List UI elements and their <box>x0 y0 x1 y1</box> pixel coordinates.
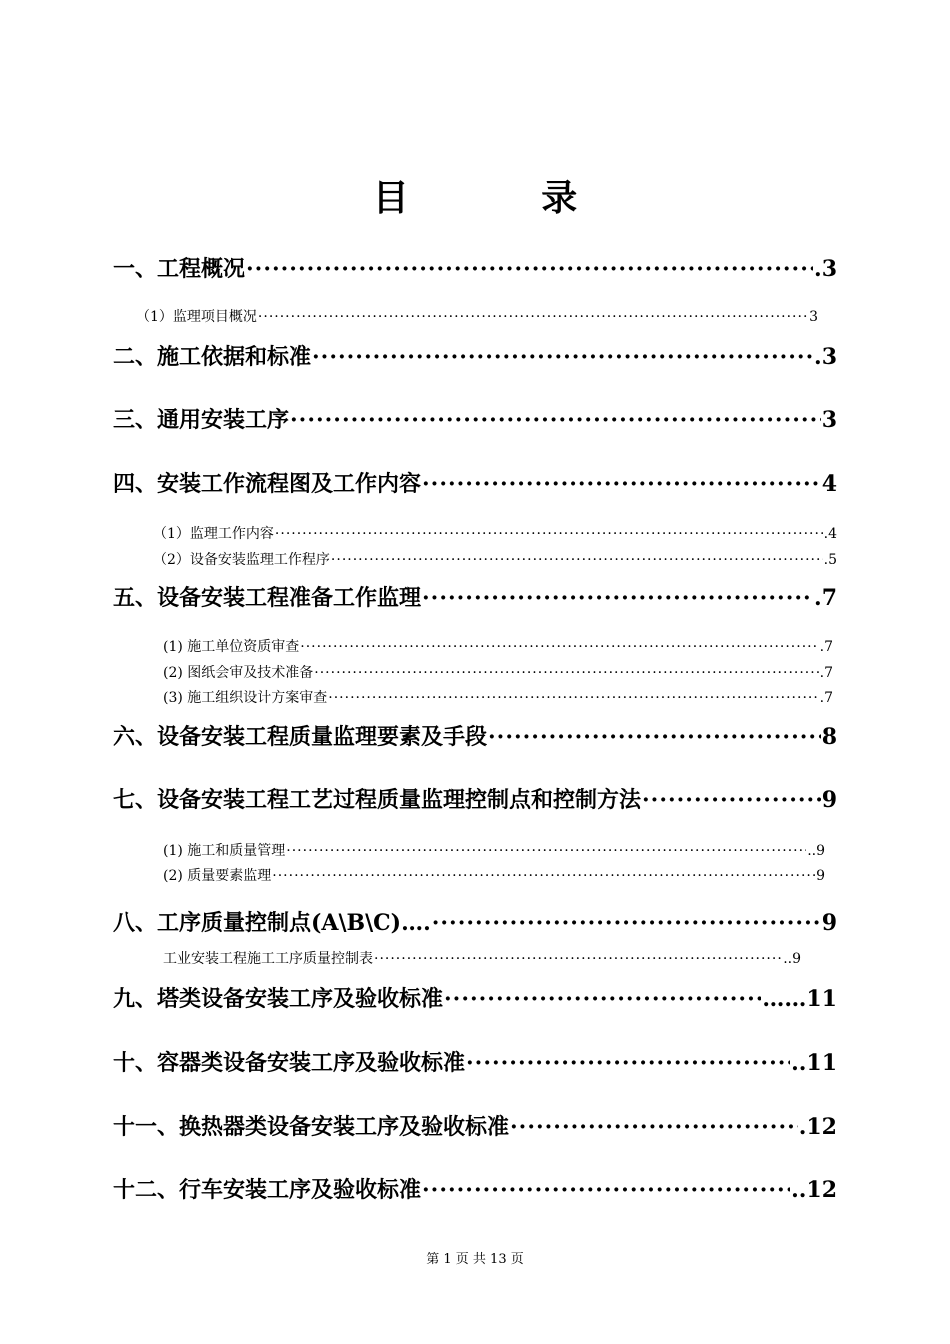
toc-entry-7-1[interactable] <box>163 840 825 860</box>
toc-leader <box>258 309 808 325</box>
toc-entry-9[interactable] <box>113 982 837 1013</box>
toc-entry-11[interactable] <box>113 1110 837 1141</box>
toc-entry-10[interactable] <box>113 1046 837 1077</box>
toc-entry-4-2[interactable] <box>153 549 837 569</box>
toc-label: 五、设备安装工程准备工作监理 <box>113 585 422 611</box>
toc-page: 8 <box>821 724 837 750</box>
toc-leader <box>286 843 806 859</box>
toc-label: 七、设备安装工程工艺过程质量监理控制点和控制方法 <box>113 787 642 813</box>
toc-entry-5-3[interactable] <box>163 687 833 707</box>
toc-label: (1) 施工单位资质审查 <box>163 639 300 655</box>
toc-page: ……11 <box>762 986 837 1012</box>
toc-label: 十二、行车安装工序及验收标准 <box>113 1177 422 1203</box>
toc-label: 四、安装工作流程图及工作内容 <box>113 471 422 497</box>
toc-title: 目 录 <box>372 177 638 219</box>
toc-page: .7 <box>814 585 837 611</box>
toc-label: 六、设备安装工程质量监理要素及手段 <box>113 724 488 750</box>
toc-leader <box>246 256 813 282</box>
toc-leader <box>488 724 821 750</box>
toc-page: .7 <box>819 639 833 655</box>
toc-page: .12 <box>798 1114 837 1140</box>
toc-entry-7-2[interactable] <box>163 865 825 885</box>
toc-leader <box>422 1177 790 1203</box>
toc-page: ..9 <box>807 843 825 859</box>
toc-label: 八、工序质量控制点(A\B\C)…. <box>113 910 431 936</box>
toc-label: (1) 施工和质量管理 <box>163 843 286 859</box>
toc-label: （1）监理项目概况 <box>136 309 257 325</box>
toc-label: （2）设备安装监理工作程序 <box>153 552 330 568</box>
toc-page: 9 <box>821 787 837 813</box>
toc-page: .7 <box>819 665 833 681</box>
toc-page: ..11 <box>791 1050 837 1076</box>
toc-label: 二、施工依据和标准 <box>113 344 312 370</box>
toc-leader <box>374 951 782 967</box>
toc-page: .3 <box>814 344 837 370</box>
toc-label: (2) 图纸会审及技术准备 <box>163 665 314 681</box>
toc-entry-8-1[interactable] <box>163 948 801 968</box>
toc-page: 9 <box>816 868 825 884</box>
toc-entry-7[interactable] <box>113 783 837 814</box>
toc-leader <box>642 787 821 813</box>
toc-page: 3 <box>821 407 837 433</box>
toc-leader <box>328 690 818 706</box>
toc-leader <box>444 986 761 1012</box>
toc-leader <box>290 407 821 433</box>
toc-label: (3) 施工组织设计方案审查 <box>163 690 328 706</box>
toc-entry-5[interactable] <box>113 581 837 612</box>
toc-entry-1-1[interactable] <box>136 306 818 326</box>
toc-page: ..12 <box>791 1177 837 1203</box>
toc-entry-4-1[interactable] <box>153 523 837 543</box>
toc-page: .7 <box>819 690 833 706</box>
toc-page: 3 <box>809 309 818 325</box>
toc-page: 4 <box>821 471 837 497</box>
toc-page: 9 <box>821 910 837 936</box>
toc-entry-5-1[interactable] <box>163 636 833 656</box>
toc-leader <box>272 868 815 884</box>
toc-page: .4 <box>823 526 837 542</box>
toc-label: 三、通用安装工序 <box>113 407 290 433</box>
page-footer: 第 1 页 共 13 页 <box>426 1252 524 1267</box>
toc-leader <box>300 639 818 655</box>
toc-leader <box>432 910 821 936</box>
toc-entry-4[interactable] <box>113 467 837 498</box>
toc-entry-12[interactable] <box>113 1173 837 1204</box>
toc-label: （1）监理工作内容 <box>153 526 274 542</box>
toc-leader <box>422 585 813 611</box>
toc-leader <box>510 1114 798 1140</box>
toc-leader <box>331 552 823 568</box>
toc-entry-8[interactable] <box>113 906 837 937</box>
toc-entry-6[interactable] <box>113 720 837 751</box>
toc-entry-5-2[interactable] <box>163 662 833 682</box>
toc-page: .3 <box>814 256 837 282</box>
toc-label: 九、塔类设备安装工序及验收标准 <box>113 986 444 1012</box>
toc-entry-3[interactable] <box>113 403 837 434</box>
toc-label: 一、工程概况 <box>113 256 246 282</box>
toc-leader <box>466 1050 790 1076</box>
toc-page: ..9 <box>783 951 801 967</box>
toc-leader <box>422 471 821 497</box>
toc-leader <box>312 344 813 370</box>
toc-leader <box>275 526 823 542</box>
toc-leader <box>314 665 818 681</box>
toc-label: 工业安装工程施工工序质量控制表 <box>163 951 373 967</box>
toc-page: .5 <box>823 552 837 568</box>
toc-label: 十、容器类设备安装工序及验收标准 <box>113 1050 466 1076</box>
toc-entry-2[interactable] <box>113 340 837 371</box>
toc-label: (2) 质量要素监理 <box>163 868 272 884</box>
toc-label: 十一、换热器类设备安装工序及验收标准 <box>113 1114 510 1140</box>
toc-entry-1[interactable] <box>113 252 837 283</box>
